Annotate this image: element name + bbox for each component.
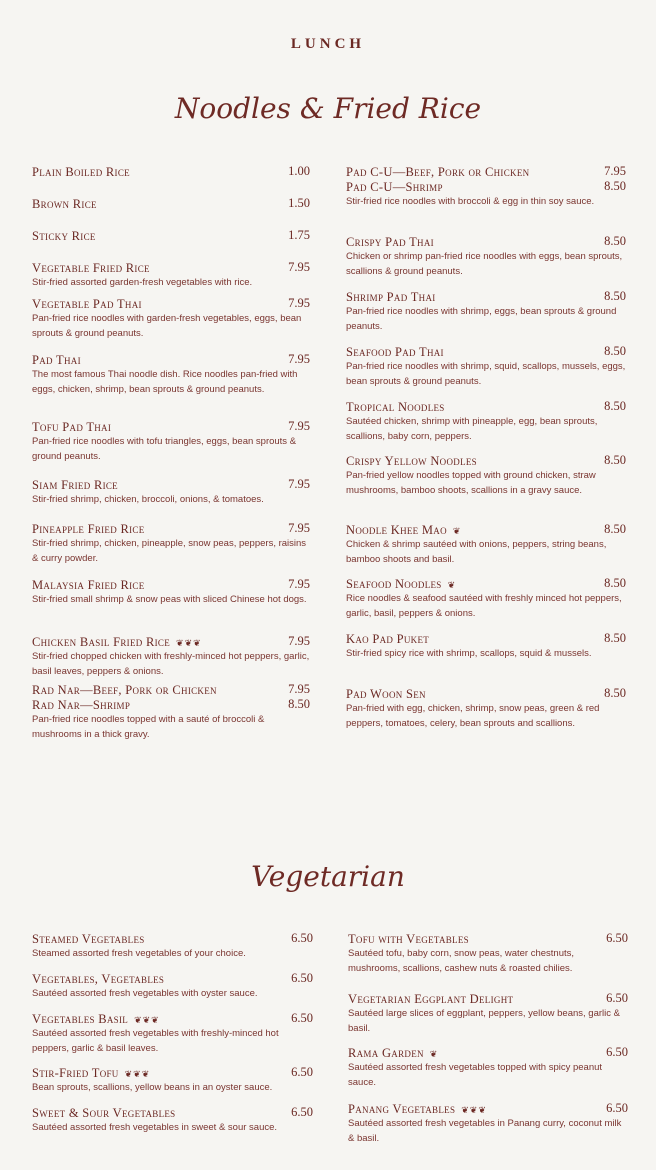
menu-item-row xyxy=(348,991,628,1006)
menu-item xyxy=(32,419,310,464)
menu-item-name: Vegetable Fried Rice xyxy=(32,261,150,275)
menu-item-name: Tofu Pad Thai xyxy=(32,420,112,434)
menu-item xyxy=(32,352,310,397)
menu-item-row xyxy=(32,931,313,946)
menu-item-name: Pad Woon Sen xyxy=(346,687,426,701)
menu-item xyxy=(32,296,310,341)
menu-item-description: Stir-fried shrimp, chicken, pineapple, snow peas, peppers, raisins & curry powder. xyxy=(32,538,307,564)
menu-item-description: Pan-fried yellow noodles topped with ground chicken, straw mushrooms, bamboo shoots, scallions in a gravy sauce. xyxy=(346,470,596,496)
menu-item-description: Bean sprouts, scallions, yellow beans in an oyster sauce. xyxy=(32,1082,273,1093)
menu-item-row xyxy=(32,697,310,712)
menu-item xyxy=(32,228,310,243)
vegetarian-section-title: Vegetarian xyxy=(251,860,405,893)
menu-item-description: Steamed assorted fresh vegetables of your choice. xyxy=(32,948,246,959)
menu-item-price: 1.50 xyxy=(288,196,310,210)
menu-item-name: Rad Nar—Beef, Pork or Chicken xyxy=(32,683,217,697)
menu-item-price: 8.50 xyxy=(604,522,626,536)
menu-item xyxy=(32,260,310,290)
menu-item xyxy=(348,991,628,1036)
menu-item-name: Malaysia Fried Rice xyxy=(32,578,145,592)
menu-item-description: Pan-fried rice noodles with shrimp, eggs, bean sprouts & ground peanuts. xyxy=(346,306,617,332)
menu-item xyxy=(32,164,310,179)
menu-item-description: Chicken & shrimp sautéed with onions, peppers, string beans, bamboo shoots and basil. xyxy=(346,539,607,565)
menu-item xyxy=(348,1101,628,1146)
menu-item-price: 7.95 xyxy=(288,477,310,491)
menu-item-row xyxy=(32,521,310,536)
menu-item-price: 7.95 xyxy=(604,164,626,178)
menu-item xyxy=(32,1105,313,1135)
menu-item-price: 8.50 xyxy=(604,289,626,303)
noodles-section-title: Noodles & Fried Rice xyxy=(174,92,482,125)
menu-item-price: 7.95 xyxy=(288,521,310,535)
menu-item-row xyxy=(346,522,626,537)
menu-item-row xyxy=(32,682,310,697)
menu-item-description: Chicken or shrimp pan-fried rice noodles with eggs, bean sprouts, scallions & ground peanuts. xyxy=(346,251,623,277)
menu-item-name-variant: Pad C-U—Shrimp xyxy=(346,180,443,194)
menu-item-row xyxy=(32,164,310,179)
menu-item-row xyxy=(346,686,626,701)
spicy-icon: ❦❦❦ xyxy=(461,1105,487,1115)
menu-item-name-variant: Rad Nar—Shrimp xyxy=(32,698,131,712)
menu-item-name: Panang Vegetables xyxy=(348,1102,456,1116)
menu-item xyxy=(32,971,313,1001)
menu-item-row xyxy=(348,931,628,946)
menu-item-description: Stir-fried shrimp, chicken, broccoli, onions, & tomatoes. xyxy=(32,494,264,505)
menu-item-price: 1.75 xyxy=(288,228,310,242)
menu-item-row xyxy=(32,477,310,492)
menu-item-price: 6.50 xyxy=(606,1101,628,1115)
menu-item-name: Seafood Pad Thai xyxy=(346,345,444,359)
menu-item-name: Pad C-U—Beef, Pork or Chicken xyxy=(346,165,530,179)
menu-item-price: 8.50 xyxy=(604,686,626,700)
menu-item-row xyxy=(32,1065,313,1080)
menu-item xyxy=(32,1011,313,1056)
menu-item xyxy=(346,164,626,209)
menu-item-name: Pineapple Fried Rice xyxy=(32,522,145,536)
spicy-icon: ❦ xyxy=(447,580,457,590)
menu-item-description: Sautéed tofu, baby corn, snow peas, water chestnuts, mushrooms, scallions, cashew nuts & roasted chilies. xyxy=(348,948,575,974)
menu-item-name: Tropical Noodles xyxy=(346,400,445,414)
menu-item xyxy=(32,477,310,507)
menu-item-description: Rice noodles & seafood sautéed with freshly minced hot peppers, garlic, basil, peppers & onions. xyxy=(346,593,622,619)
menu-item-name: Sticky Rice xyxy=(32,229,96,243)
menu-item-name: Plain Boiled Rice xyxy=(32,165,130,179)
menu-item-description: Sautéed assorted fresh vegetables with freshly-minced hot peppers, garlic & basil leaves. xyxy=(32,1028,279,1054)
menu-item-row xyxy=(346,289,626,304)
menu-item-price: 8.50 xyxy=(604,399,626,413)
menu-item-row xyxy=(32,196,310,211)
menu-item-row xyxy=(346,453,626,468)
menu-item-price: 8.50 xyxy=(604,453,626,467)
menu-item xyxy=(346,576,626,621)
menu-item-name: Shrimp Pad Thai xyxy=(346,290,436,304)
menu-item-description: Pan-fried rice noodles with garden-fresh vegetables, eggs, bean sprouts & ground peanuts. xyxy=(32,313,302,339)
menu-item-description: Sautéed chicken, shrimp with pineapple, egg, bean sprouts, scallions, baby corn, peppers. xyxy=(346,416,598,442)
menu-item-name: Vegetables Basil xyxy=(32,1012,129,1026)
menu-item-row xyxy=(348,1045,628,1060)
menu-item-row xyxy=(346,576,626,591)
menu-item xyxy=(32,682,310,742)
menu-item-name: Crispy Pad Thai xyxy=(346,235,434,249)
spicy-icon: ❦❦❦ xyxy=(176,638,202,648)
menu-item-price: 7.95 xyxy=(288,577,310,591)
menu-item-description: Stir-fried rice noodles with broccoli & egg in thin soy sauce. xyxy=(346,196,595,207)
menu-item xyxy=(346,522,626,567)
menu-item-name: Steamed Vegetables xyxy=(32,932,145,946)
menu-item-price: 8.50 xyxy=(604,344,626,358)
spicy-icon: ❦ xyxy=(429,1049,439,1059)
menu-item-description: Stir-fried spicy rice with shrimp, scallops, squid & mussels. xyxy=(346,648,592,659)
menu-item xyxy=(346,686,626,731)
menu-item-name: Tofu with Vegetables xyxy=(348,932,469,946)
menu-item-name: Vegetable Pad Thai xyxy=(32,297,142,311)
menu-item-row xyxy=(32,971,313,986)
menu-item-description: Stir-fried chopped chicken with freshly-minced hot peppers, garlic, basil leaves, peppers & onions. xyxy=(32,651,310,677)
menu-item-row xyxy=(32,577,310,592)
menu-item-price: 6.50 xyxy=(606,1045,628,1059)
menu-item-price: 6.50 xyxy=(291,971,313,985)
menu-item-description: Pan-fried with egg, chicken, shrimp, snow peas, green & red peppers, tomatoes, celery, bean sprouts and scallions. xyxy=(346,703,600,729)
menu-item-description: Stir-fried assorted garden-fresh vegetables with rice. xyxy=(32,277,253,288)
menu-item-name: Stir-Fried Tofu xyxy=(32,1066,119,1080)
menu-item-row xyxy=(32,1105,313,1120)
menu-item-price: 8.50 xyxy=(604,631,626,645)
menu-item-price: 7.95 xyxy=(288,682,310,696)
menu-item xyxy=(32,577,310,607)
menu-item-description: Pan-fried rice noodles topped with a sauté of broccoli & mushrooms in a thick gravy. xyxy=(32,714,265,740)
menu-item-price: 8.50 xyxy=(604,234,626,248)
menu-item-price: 7.95 xyxy=(288,634,310,648)
menu-item-price: 6.50 xyxy=(291,931,313,945)
menu-item xyxy=(348,1045,628,1090)
menu-item xyxy=(32,1065,313,1095)
menu-item-description: Sautéed assorted fresh vegetables with oyster sauce. xyxy=(32,988,258,999)
menu-item-price: 6.50 xyxy=(606,991,628,1005)
menu-item-name: Chicken Basil Fried Rice xyxy=(32,635,171,649)
menu-item-name: Pad Thai xyxy=(32,353,81,367)
menu-item xyxy=(346,234,626,279)
menu-item-description: Sautéed large slices of eggplant, peppers, yellow beans, garlic & basil. xyxy=(348,1008,620,1034)
menu-item-name: Rama Garden xyxy=(348,1046,424,1060)
menu-item xyxy=(346,631,626,661)
menu-item-row xyxy=(346,234,626,249)
menu-item-description: Sautéed assorted fresh vegetables in Panang curry, coconut milk & basil. xyxy=(348,1118,622,1144)
menu-item-name: Seafood Noodles xyxy=(346,577,442,591)
menu-item-row xyxy=(346,164,626,179)
menu-item-name: Siam Fried Rice xyxy=(32,478,118,492)
menu-item xyxy=(32,931,313,961)
menu-item-price-variant: 8.50 xyxy=(288,697,310,711)
menu-item-price: 6.50 xyxy=(291,1105,313,1119)
menu-item-price: 6.50 xyxy=(291,1065,313,1079)
menu-item-name: Vegetables, Vegetables xyxy=(32,972,165,986)
page-header: LUNCH xyxy=(290,36,366,52)
menu-item-name: Vegetarian Eggplant Delight xyxy=(348,992,514,1006)
menu-item-row xyxy=(32,296,310,311)
menu-item-description: Stir-fried small shrimp & snow peas with sliced Chinese hot dogs. xyxy=(32,594,307,605)
menu-item-row xyxy=(32,419,310,434)
menu-item-row xyxy=(346,179,626,194)
menu-item-price: 8.50 xyxy=(604,576,626,590)
menu-item xyxy=(32,634,310,679)
menu-item xyxy=(346,344,626,389)
menu-item-name: Brown Rice xyxy=(32,197,97,211)
menu-item-price: 6.50 xyxy=(291,1011,313,1025)
menu-item-row xyxy=(346,344,626,359)
menu-item-price-variant: 8.50 xyxy=(604,179,626,193)
menu-item xyxy=(348,931,628,976)
menu-item-name: Kao Pad Puket xyxy=(346,632,430,646)
menu-item-row xyxy=(32,260,310,275)
menu-item-row xyxy=(32,634,310,649)
menu-item xyxy=(346,399,626,444)
menu-item-description: The most famous Thai noodle dish. Rice noodles pan-fried with eggs, chicken, shrimp, bean sprouts & ground peanuts. xyxy=(32,369,298,395)
menu-item-description: Pan-fried rice noodles with tofu triangles, eggs, bean sprouts & ground peanuts. xyxy=(32,436,297,462)
menu-item xyxy=(346,289,626,334)
menu-item-price: 7.95 xyxy=(288,419,310,433)
menu-item-name: Sweet & Sour Vegetables xyxy=(32,1106,176,1120)
menu-item xyxy=(32,521,310,566)
menu-item-description: Sautéed assorted fresh vegetables topped with spicy peanut sauce. xyxy=(348,1062,603,1088)
menu-item-price: 7.95 xyxy=(288,352,310,366)
spicy-icon: ❦❦❦ xyxy=(124,1069,151,1079)
menu-item-name: Noodle Khee Mao xyxy=(346,523,447,537)
menu-item-row xyxy=(32,228,310,243)
spicy-icon: ❦❦❦ xyxy=(134,1015,160,1025)
menu-item-description: Pan-fried rice noodles with shrimp, squid, scallops, mussels, eggs, bean sprouts & ground peanuts. xyxy=(346,361,626,387)
menu-item-row xyxy=(346,631,626,646)
menu-item-price: 7.95 xyxy=(288,260,310,274)
menu-item-row xyxy=(346,399,626,414)
menu-item-price: 1.00 xyxy=(288,164,310,178)
menu-item-row xyxy=(32,352,310,367)
menu-item-description: Sautéed assorted fresh vegetables in sweet & sour sauce. xyxy=(32,1122,278,1133)
menu-item-row xyxy=(32,1011,313,1026)
menu-item-price: 7.95 xyxy=(288,296,310,310)
menu-item-price: 6.50 xyxy=(606,931,628,945)
menu-item xyxy=(346,453,626,498)
menu-item-row xyxy=(348,1101,628,1116)
menu-item-name: Crispy Yellow Noodles xyxy=(346,454,477,468)
menu-item xyxy=(32,196,310,211)
spicy-icon: ❦ xyxy=(452,526,462,536)
